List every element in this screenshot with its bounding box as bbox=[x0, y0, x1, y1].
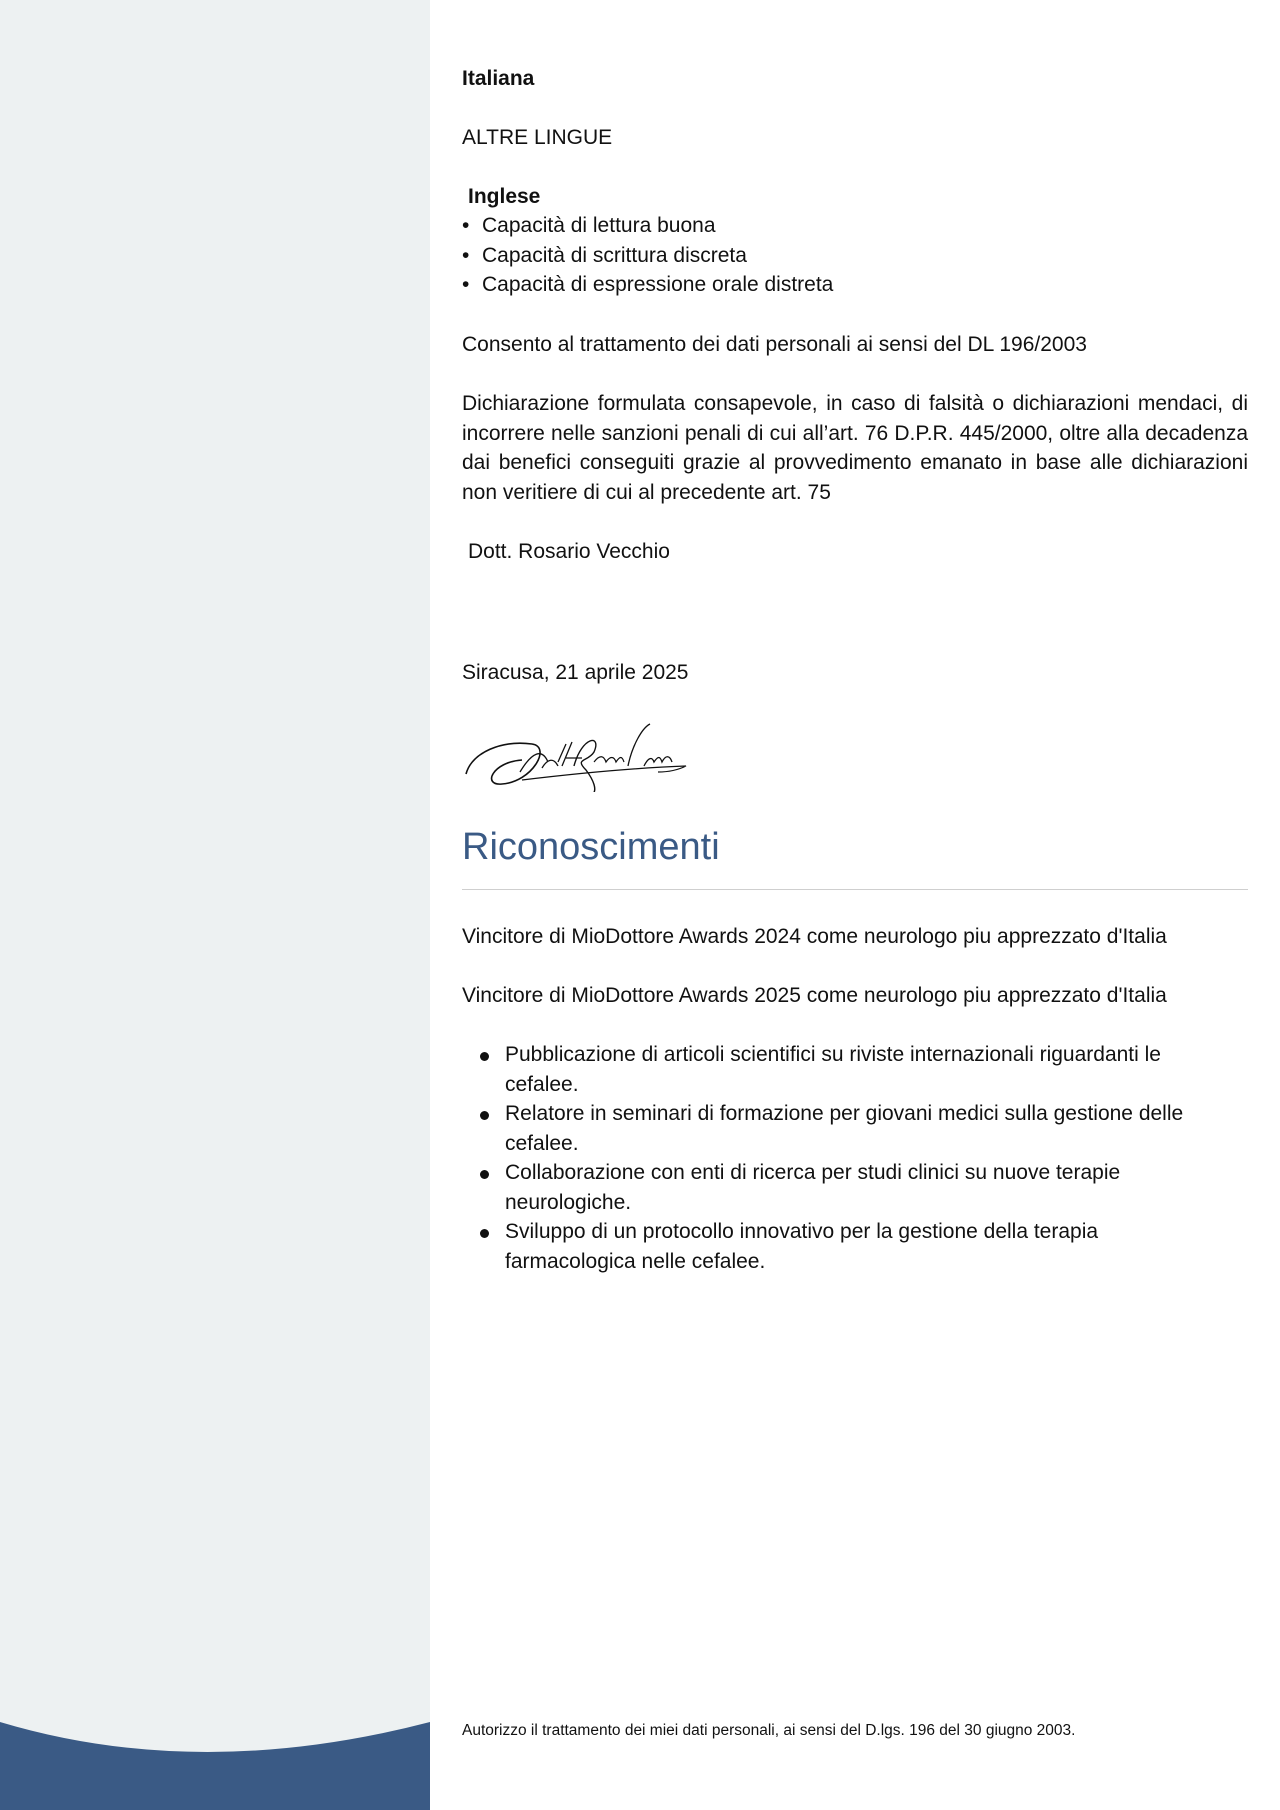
list-item: • Capacità di scrittura discreta bbox=[462, 241, 833, 271]
native-language: Italiana bbox=[462, 67, 535, 90]
list-item: Collaborazione con enti di ricerca per studi clinici su nuove terapie neurologiche. bbox=[462, 1158, 1222, 1217]
list-item: • Capacità di espressione orale distreta bbox=[462, 270, 833, 300]
list-item: • Capacità di lettura buona bbox=[462, 211, 833, 241]
list-item: Relatore in seminari di formazione per giovani medici sulla gestione delle cefalee. bbox=[462, 1099, 1222, 1158]
author-name: Dott. Rosario Vecchio bbox=[468, 540, 670, 563]
section-heading-awards: Riconoscimenti bbox=[462, 826, 720, 868]
list-item: Sviluppo di un protocollo innovativo per la gestione della terapia farmacologica nelle cefalee. bbox=[462, 1217, 1222, 1276]
award-item: Vincitore di MioDottore Awards 2024 come neurologo piu apprezzato d'Italia bbox=[462, 925, 1167, 948]
section-divider bbox=[462, 889, 1248, 890]
sidebar-wave-decoration bbox=[0, 0, 430, 1810]
place-date: Siracusa, 21 aprile 2025 bbox=[462, 661, 689, 684]
language-name: Inglese bbox=[468, 185, 541, 208]
list-item: Pubblicazione di articoli scientifici su riviste internazionali riguardanti le cefalee. bbox=[462, 1040, 1222, 1099]
award-item: Vincitore di MioDottore Awards 2025 come neurologo piu apprezzato d'Italia bbox=[462, 984, 1167, 1007]
handwritten-signature bbox=[462, 722, 692, 792]
declaration-text: Dichiarazione formulata consapevole, in caso di falsità o dichiarazioni mendaci, di incorrere nelle sanzioni penali di cui all’art. 76 D.P.R. 445/2000, oltre alla decadenza dai benefici conseguiti grazie al provvedimento emanato in base alle dichiarazioni non veritiere di cui al precedente art. 75 bbox=[462, 392, 1248, 504]
awards-bullet-list bbox=[462, 1040, 1222, 1276]
footer-consent: Autorizzo il trattamento dei miei dati personali, ai sensi del D.lgs. 196 del 30 giugno 2003. bbox=[462, 1722, 1076, 1739]
consent-text: Consento al trattamento dei dati personali ai sensi del DL 196/2003 bbox=[462, 333, 1087, 356]
language-skills-list bbox=[462, 211, 833, 300]
sidebar-panel bbox=[0, 0, 430, 1810]
other-languages-heading: ALTRE LINGUE bbox=[462, 126, 613, 149]
